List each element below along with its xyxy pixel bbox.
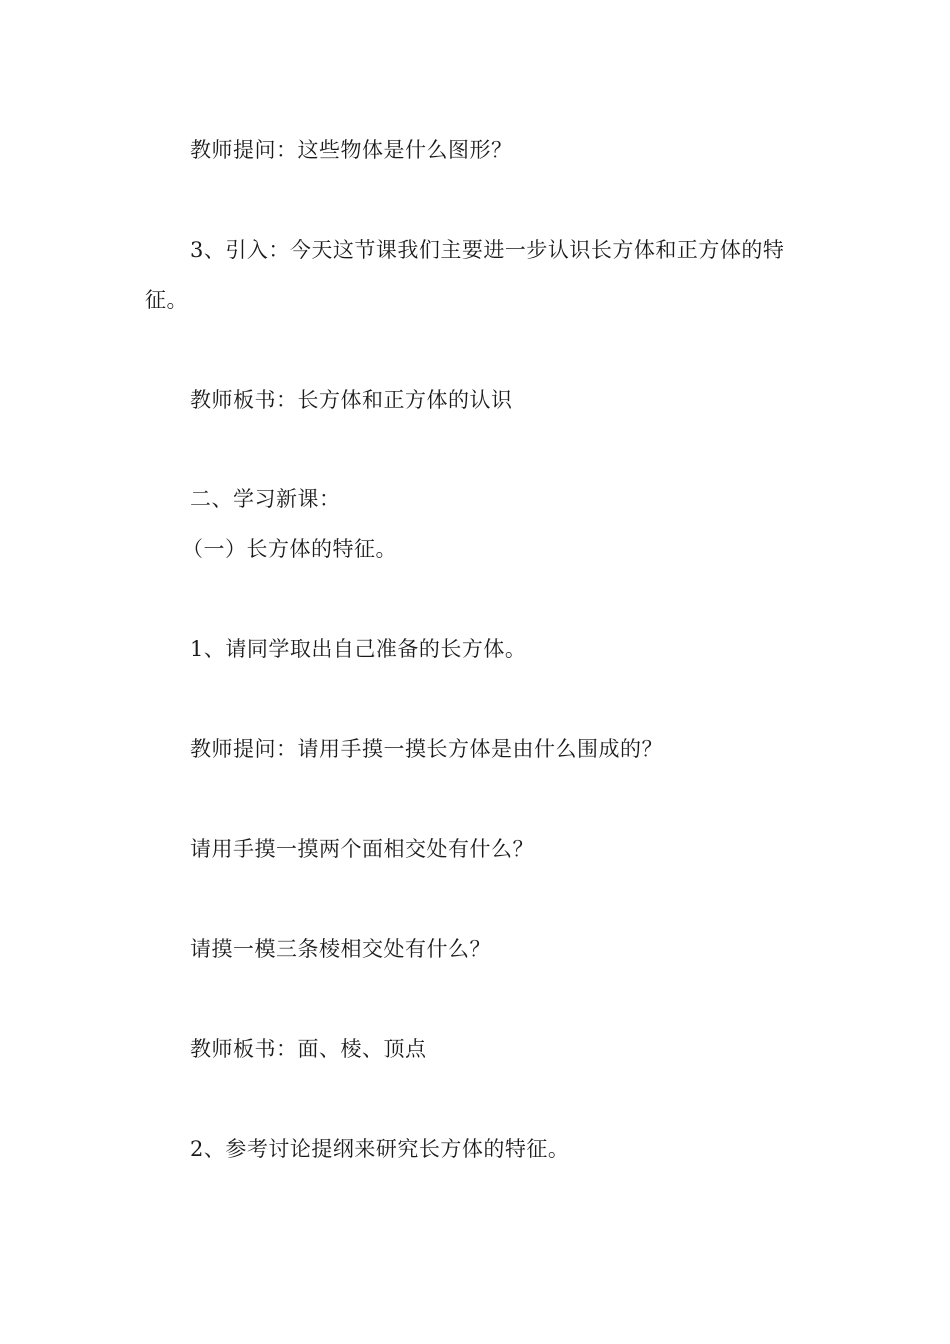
paragraph-teacher-question-faces: 教师提问：请用手摸一摸长方体是由什么围成的？	[190, 737, 663, 761]
paragraph-board-terms: 教师板书：面、棱、顶点	[190, 1037, 427, 1061]
paragraph-teacher-question-shapes: 教师提问：这些物体是什么图形？	[190, 138, 513, 162]
paragraph-step1-take-cuboid: 1、请同学取出自己准备的长方体。	[190, 637, 527, 661]
paragraph-introduction-line1: 3、引入：今天这节课我们主要进一步认识长方体和正方体的特	[190, 238, 785, 262]
paragraph-board-title: 教师板书：长方体和正方体的认识	[190, 388, 513, 412]
paragraph-step2-discussion: 2、参考讨论提纲来研究长方体的特征。	[190, 1137, 570, 1161]
subsection-heading-cuboid-features: （一）长方体的特征。	[182, 537, 397, 561]
paragraph-introduction-line2: 征。	[145, 288, 188, 312]
paragraph-question-edges: 请用手摸一摸两个面相交处有什么？	[190, 837, 534, 861]
section-heading-new-lesson: 二、学习新课：	[190, 487, 341, 511]
paragraph-question-vertices: 请摸一模三条棱相交处有什么？	[190, 937, 491, 961]
